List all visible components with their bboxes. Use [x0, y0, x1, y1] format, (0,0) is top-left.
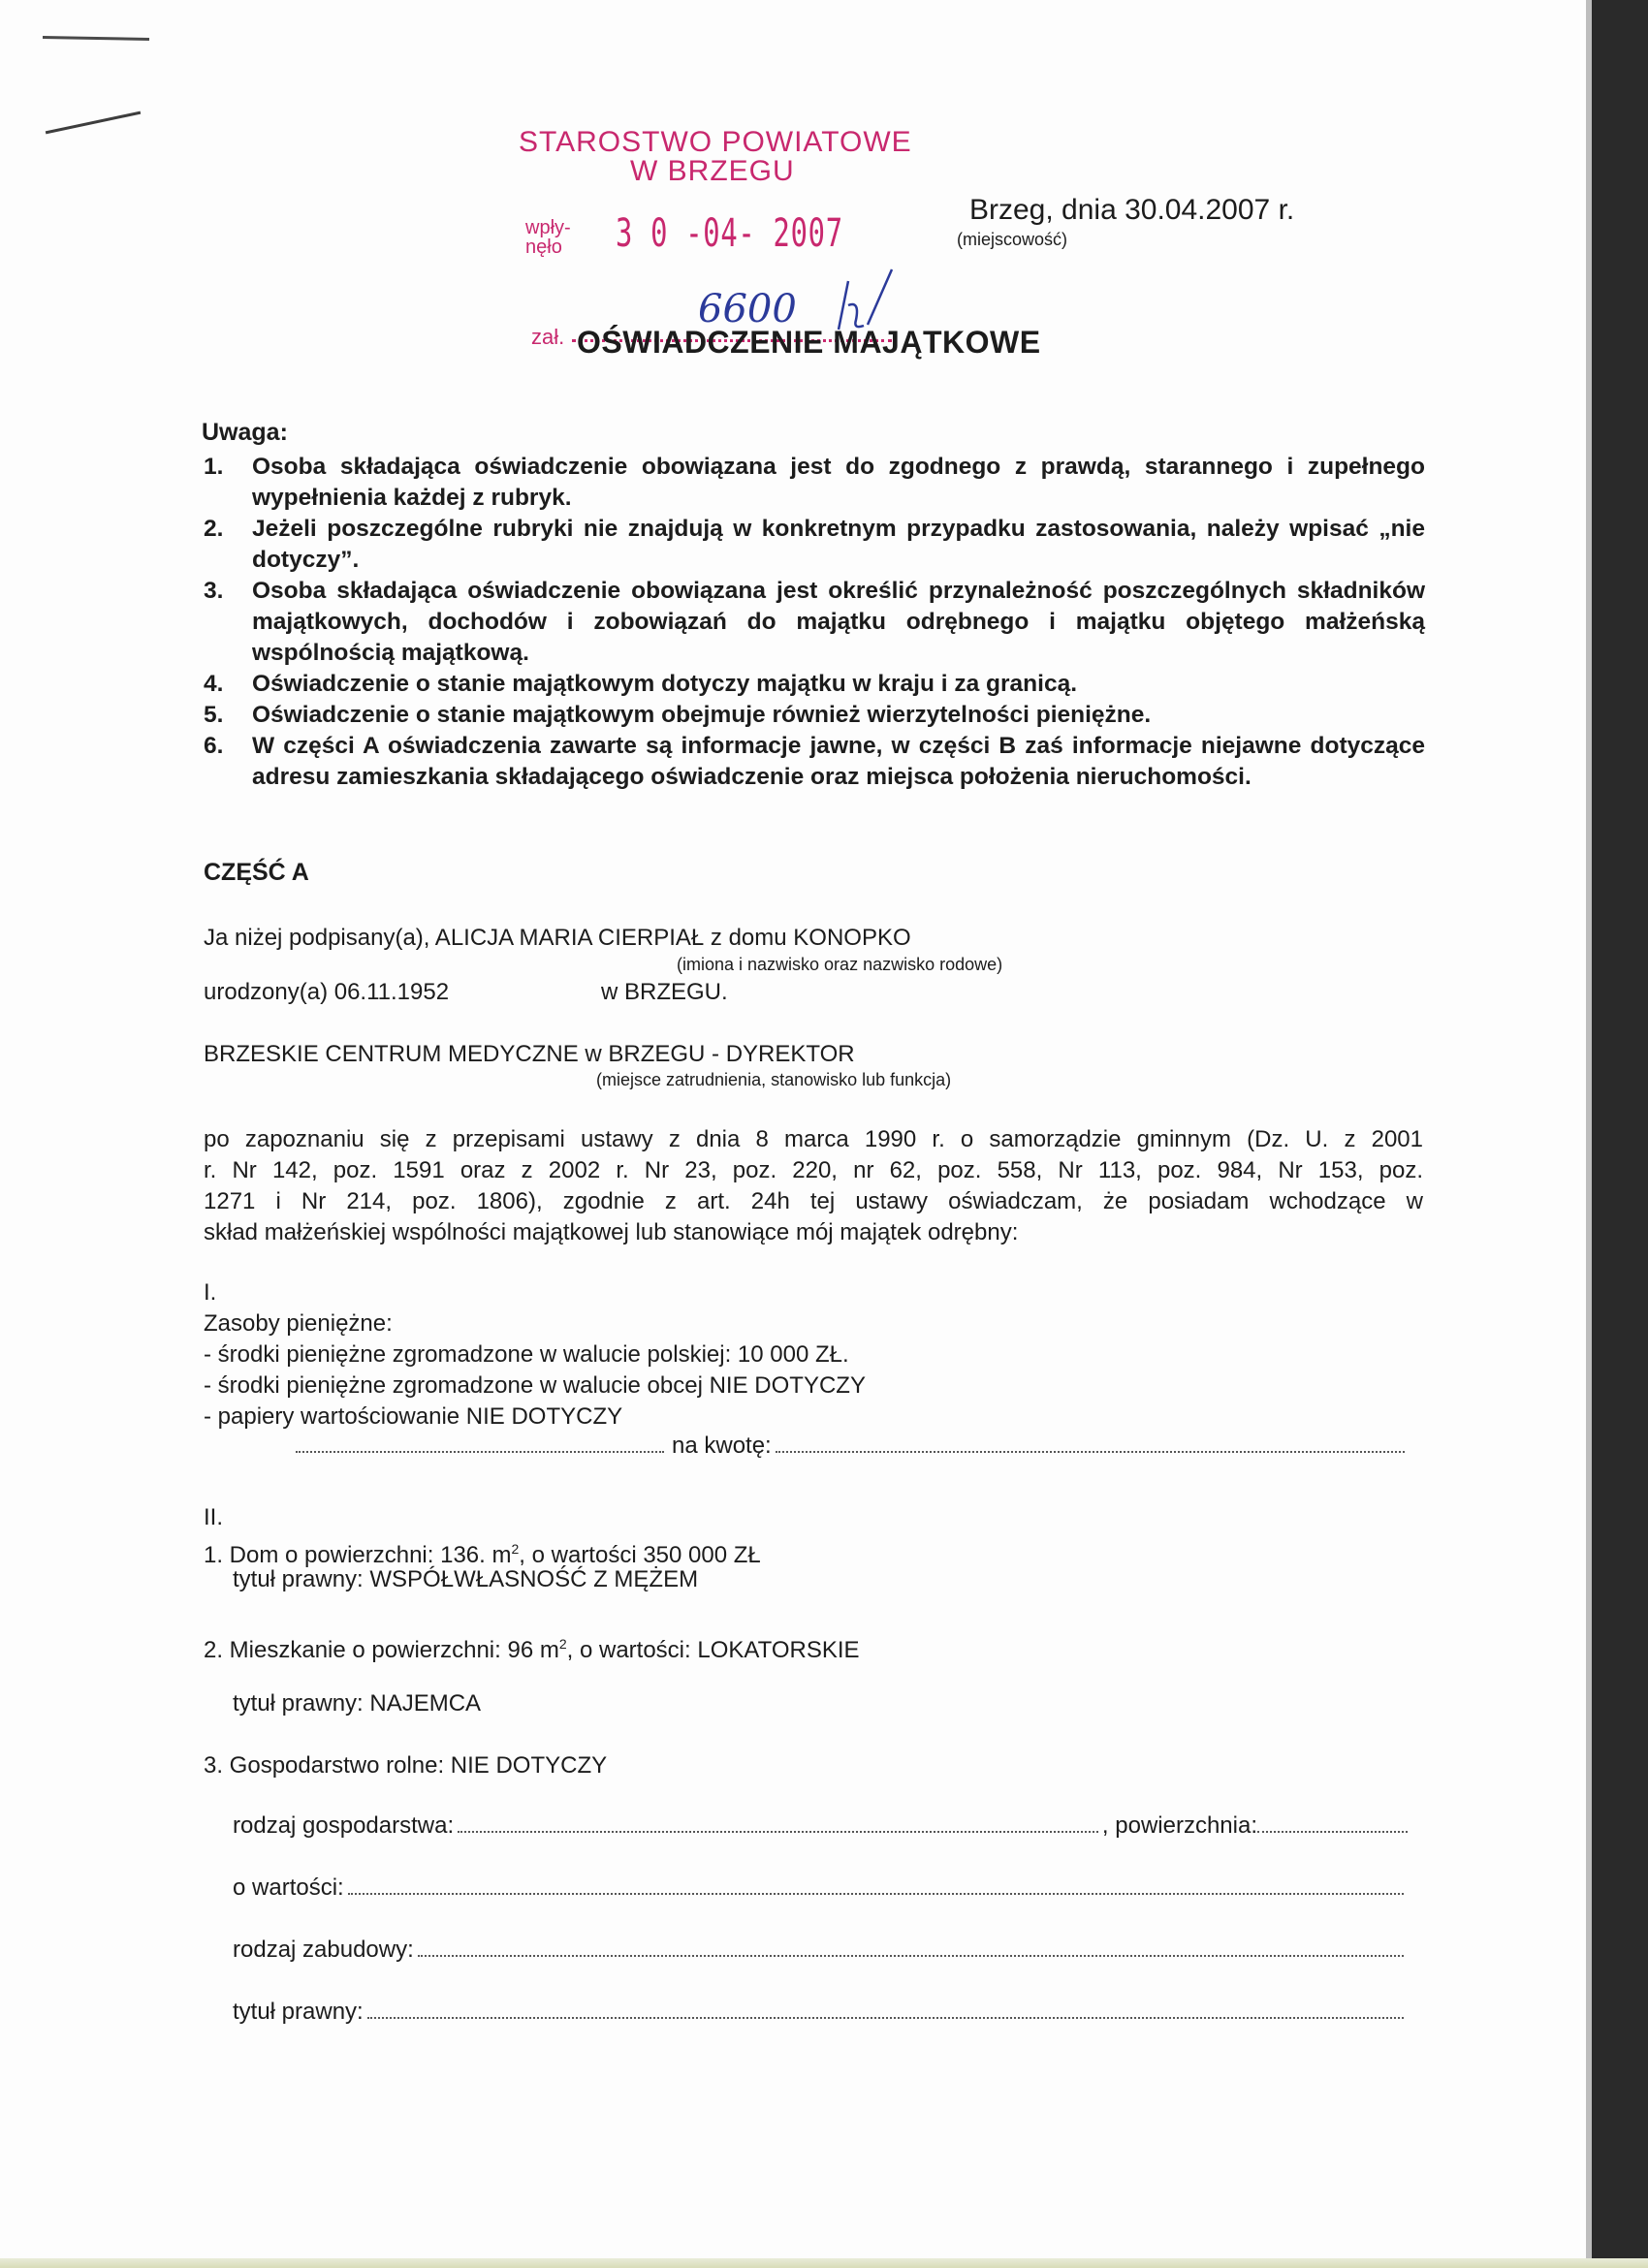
- notes-heading: Uwaga:: [202, 419, 288, 446]
- declarant-note: (imiona i nazwisko oraz nazwisko rodowe): [677, 955, 1003, 974]
- section-1-numeral: I.: [204, 1279, 217, 1306]
- farm-area-label: , powierzchnia:: [1101, 1812, 1257, 1839]
- pen-mark: [43, 36, 149, 41]
- farm-type-label: rodzaj gospodarstwa:: [233, 1812, 455, 1839]
- house-area: 1. Dom o powierzchni: 136. m: [204, 1542, 512, 1568]
- note-number: 4.: [204, 671, 224, 697]
- note-text: W części A oświadczenia zawarte są informacje jawne, w części B zaś informacje niejawne dotyczące adresu zamieszkania składającego oświadczenie oraz miejsca położenia nieruchomości.: [252, 733, 1425, 790]
- declarant-line: Ja niżej podpisany(a), ALICJA MARIA CIERPIAŁ z domu KONOPKO: [204, 925, 911, 951]
- note-text: Oświadczenie o stanie majątkowym dotyczy majątku w kraju i za granicą.: [252, 671, 1078, 697]
- statement-paragraph: [204, 1124, 1423, 1248]
- farm-value-row: [233, 1874, 1408, 1902]
- scan-bottom-edge: [0, 2258, 1648, 2268]
- notes-list: [204, 452, 1425, 793]
- document-title: OŚWIADCZENIE MAJĄTKOWE: [577, 325, 1041, 360]
- house-value: , o wartości 350 000 ZŁ: [519, 1542, 761, 1568]
- note-item: [204, 514, 1425, 576]
- employment-line: BRZESKIE CENTRUM MEDYCZNE w BRZEGU - DYREKTOR: [204, 1041, 855, 1067]
- farm-value-label: o wartości:: [233, 1874, 344, 1901]
- dotted-fill: [348, 1893, 1404, 1895]
- dotted-fill: [367, 2017, 1404, 2019]
- note-text: Osoba składająca oświadczenie obowiązana jest do zgodnego z prawdą, starannego i zupełnego wypełnienia każdej z rubryk.: [252, 454, 1425, 511]
- house-title: tytuł prawny: WSPÓŁWŁASNOŚĆ Z MĘŻEM: [233, 1566, 699, 1592]
- note-number: 6.: [204, 733, 224, 759]
- farm-building-label: rodzaj zabudowy:: [233, 1937, 414, 1963]
- stamp-received-label-2: nęło: [525, 236, 562, 258]
- note-number: 2.: [204, 516, 224, 542]
- part-a-heading: CZĘŚĆ A: [204, 859, 309, 886]
- section-2-numeral: II.: [204, 1504, 224, 1530]
- note-item: [204, 669, 1425, 700]
- flat-area-unit-sup: 2: [558, 1636, 567, 1652]
- stamp-office-line1: STAROSTWO POWIATOWE: [519, 126, 912, 158]
- born-place: w BRZEGU.: [601, 979, 728, 1005]
- dotted-fill: [418, 1955, 1404, 1957]
- farm-title-label: tytuł prawny:: [233, 1999, 364, 2025]
- statement-line: skład małżeńskiej wspólności majątkowej lub stanowiące mój majątek odrębny:: [204, 1219, 1019, 1245]
- farm-type-row: [233, 1812, 1408, 1840]
- house-area-unit-sup: 2: [511, 1541, 520, 1557]
- cash-pln: - środki pieniężne zgromadzone w walucie polskiej: 10 000 ZŁ.: [204, 1341, 849, 1368]
- place-date: Brzeg, dnia 30.04.2007 r.: [969, 194, 1295, 226]
- flat-value: , o wartości: LOKATORSKIE: [566, 1637, 860, 1663]
- section-1-heading: Zasoby pieniężne:: [204, 1310, 393, 1337]
- note-text: Osoba składająca oświadczenie obowiązana jest określić przynależność poszczególnych składników majątkowych, dochodów i zobowiązań do majątku odrębnego i majątku objętego małżeńską wspólnością majątkową.: [252, 578, 1425, 666]
- dotted-fill: [1257, 1831, 1408, 1833]
- handwritten-number: 6600: [698, 287, 797, 331]
- statement-line: r. Nr 142, poz. 1591 oraz z 2002 r. Nr 23, poz. 220, nr 62, poz. 558, Nr 113, poz. 984, Nr 153, poz.: [204, 1157, 1423, 1183]
- pen-mark: [46, 111, 141, 135]
- stamp-office-line2: W BRZEGU: [630, 155, 795, 187]
- dotted-fill: [776, 1451, 1405, 1453]
- note-number: 3.: [204, 578, 224, 604]
- flat-line: [204, 1628, 860, 1666]
- dotted-fill: [458, 1831, 1098, 1833]
- note-text: Jeżeli poszczególne rubryki nie znajdują w konkretnym przypadku zastosowania, należy wpisać „nie dotyczy”.: [252, 516, 1425, 573]
- stamp-received-label: [525, 218, 584, 257]
- amount-label: na kwotę:: [672, 1433, 772, 1459]
- securities: - papiery wartościowanie NIE DOTYCZY: [204, 1403, 623, 1430]
- flat-title: tytuł prawny: NAJEMCA: [233, 1690, 482, 1717]
- stamp-received-label-1: wpły-: [525, 217, 571, 238]
- born-date: urodzony(a) 06.11.1952: [204, 979, 450, 1005]
- note-item: [204, 700, 1425, 731]
- employment-note: (miejsce zatrudnienia, stanowisko lub funkcja): [596, 1070, 952, 1089]
- note-item: [204, 452, 1425, 514]
- cash-foreign: - środki pieniężne zgromadzone w walucie obcej NIE DOTYCZY: [204, 1372, 866, 1399]
- farm-building-row: [233, 1937, 1408, 1964]
- farm-line: 3. Gospodarstwo rolne: NIE DOTYCZY: [204, 1752, 608, 1779]
- statement-line: po zapoznaniu się z przepisami ustawy z dnia 8 marca 1990 r. o samorządzie gminnym (Dz. U. z 2001: [204, 1126, 1423, 1152]
- note-item: [204, 576, 1425, 669]
- flat-area: 2. Mieszkanie o powierzchni: 96 m: [204, 1637, 559, 1663]
- stamp-received-date: 3 0 -04- 2007: [616, 211, 843, 256]
- dotted-fill: [296, 1451, 664, 1453]
- securities-amount-row: [296, 1433, 1409, 1460]
- note-item: [204, 731, 1425, 793]
- place-note: (miejscowość): [957, 230, 1068, 249]
- farm-title-row: [233, 1999, 1408, 2026]
- note-text: Oświadczenie o stanie majątkowym obejmuje również wierzytelności pieniężne.: [252, 702, 1152, 728]
- note-number: 5.: [204, 702, 224, 728]
- note-number: 1.: [204, 454, 224, 480]
- statement-line: 1271 i Nr 214, poz. 1806), zgodnie z art. 24h tej ustawy oświadczam, że posiadam wchodzące w: [204, 1188, 1423, 1214]
- stamp-attachment-label: zał.: [531, 325, 565, 349]
- scan-edge: [1592, 0, 1648, 2268]
